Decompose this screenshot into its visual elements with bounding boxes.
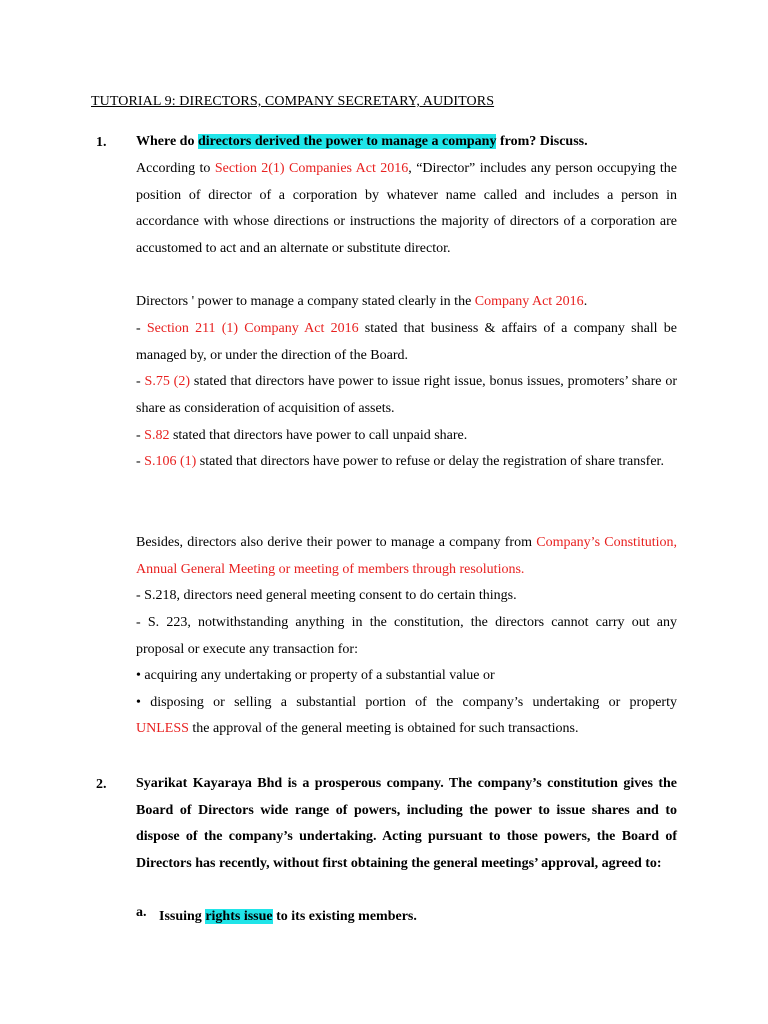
question-1-post: from? Discuss. [496, 134, 588, 149]
definition-pre: According to [136, 161, 215, 176]
section-106-reference: S.106 (1) [144, 454, 197, 469]
unless-text: the approval of the general meeting is obtained for such transactions. [188, 721, 579, 736]
list-item-s82 [136, 423, 677, 450]
question-1-number: 1. [96, 135, 107, 150]
list-item-text: stated that business & affairs of a company shall be managed by, or under the direction of the Board. [136, 321, 677, 363]
question-2a-text [159, 904, 677, 931]
bullet-acquiring: • acquiring any undertaking or property of a substantial value or [136, 668, 495, 683]
power-pre: Directors ' power to manage a company stated clearly in the [136, 294, 475, 309]
list-item-s75 [136, 369, 677, 422]
section-211-reference: Section 211 (1) Company Act 2016 [146, 321, 359, 336]
list-item-text: stated that directors have power to refuse or delay the registration of share transfer. [196, 454, 664, 469]
list-dash: - [136, 374, 145, 389]
list-item-s211 [136, 316, 677, 369]
question-2-text: Syarikat Kayaraya Bhd is a prosperous company. The company’s constitution gives the Board of Directors wide range of powers, including the power to issue shares and to dispose of the company’s undertaking. Acting pursuant to those powers, the Board of Directors has recently, without first obtaining the general meetings’ approval, agreed to: [136, 776, 677, 872]
page-title: TUTORIAL 9: DIRECTORS, COMPANY SECRETARY, AUDITORS [91, 94, 495, 109]
question-2a-post: to its existing members. [272, 909, 417, 924]
section-2-1-reference: Section 2(1) Companies Act 2016 [214, 161, 409, 176]
question-1-heading [136, 129, 677, 156]
list-item-s218: - S.218, directors need general meeting consent to do certain things. [136, 588, 517, 603]
unless-line [136, 716, 677, 743]
paragraph-power [136, 289, 677, 316]
question-2a-label: a. [136, 905, 147, 920]
question-2a-pre: Issuing [159, 909, 206, 924]
question-1-highlight: directors derived the power to manage a company [197, 134, 497, 149]
bullet-disposing: • disposing or selling a substantial portion of the company’s undertaking or property [136, 695, 677, 710]
list-item-s223: - S. 223, notwithstanding anything in the constitution, the directors cannot carry out any proposal or execute any transaction for: [136, 615, 677, 657]
unless-keyword: UNLESS [136, 721, 189, 736]
question-1-pre: Where do [136, 134, 198, 149]
list-item-text: stated that directors have power to issue right issue, bonus issues, promoters’ share or share as consideration of acquisition of assets. [136, 374, 677, 416]
section-75-reference: S.75 (2) [144, 374, 191, 389]
paragraph-besides [136, 530, 677, 583]
list-dash: - [136, 454, 145, 469]
constitution-reference: Company’s Constitution, Annual General Meeting or meeting of members through resolutions. [136, 535, 678, 577]
list-dash: - [136, 428, 145, 443]
paragraph-definition [136, 156, 677, 263]
question-2-number: 2. [96, 777, 107, 792]
list-dash: - [136, 321, 147, 336]
definition-post: , “Director” includes any person occupying the position of director of a corporation by whatever name called and includes a person in accordance with whose directions or instructions the majority of directors of a corporation are accustomed to act and an alternate or substitute director. [136, 161, 677, 257]
list-item-text: stated that directors have power to call unpaid share. [169, 428, 468, 443]
list-item-s106 [136, 449, 677, 476]
section-82-reference: S.82 [144, 428, 170, 443]
besides-pre: Besides, directors also derive their power to manage a company from [136, 535, 537, 550]
company-act-reference: Company Act 2016 [474, 294, 584, 309]
power-post: . [583, 294, 588, 309]
rights-issue-highlight: rights issue [205, 909, 273, 924]
